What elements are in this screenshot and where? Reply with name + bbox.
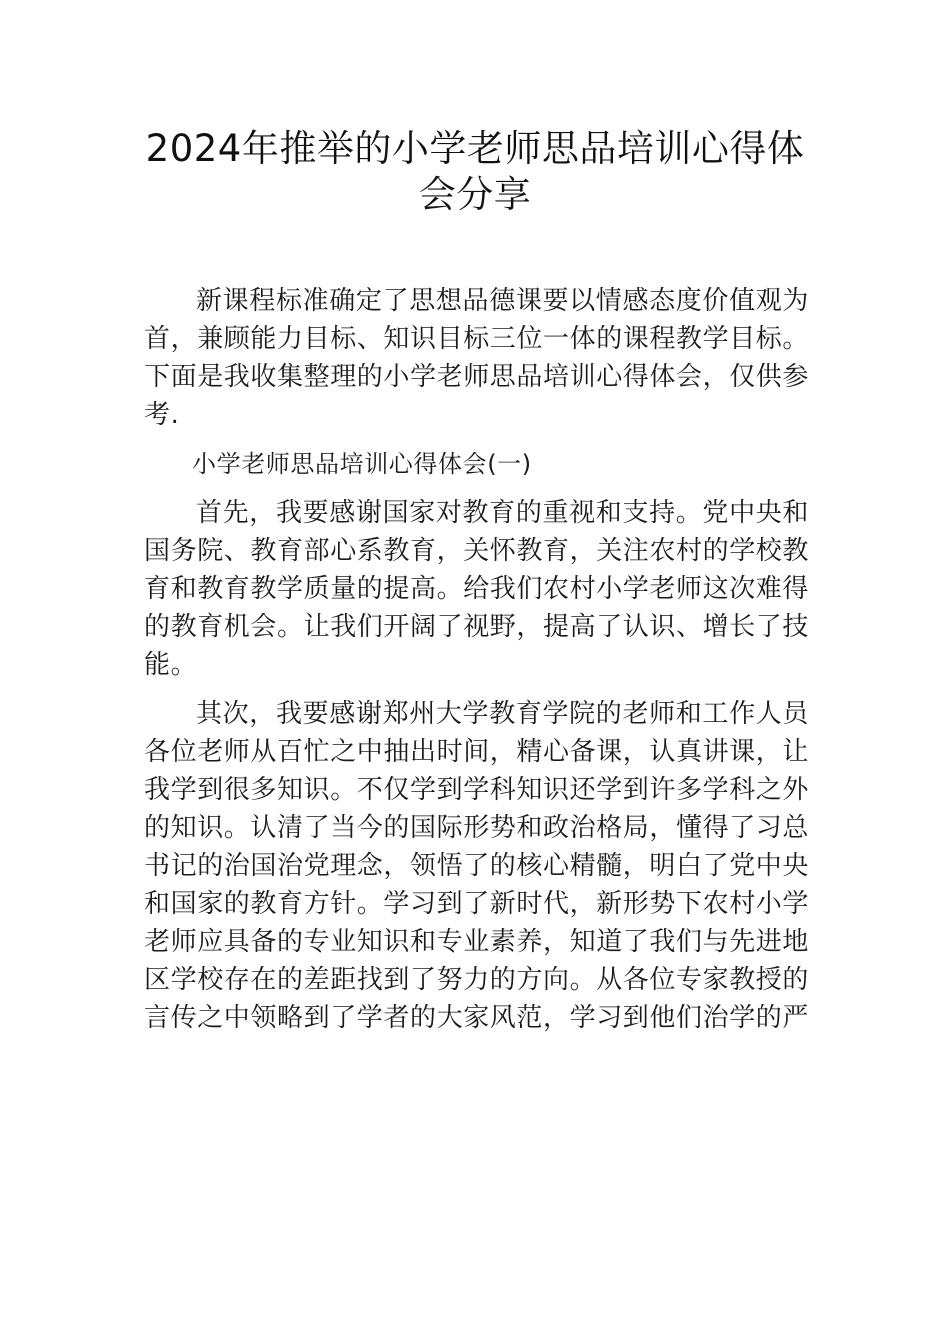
body-paragraph-1: 首先，我要感谢国家对教育的重视和支持。党中央和国务院、教育部心系教育，关怀教育，关注农村的学校教育和教育教学质量的提高。给我们农村小学老师这次难得的教育机会。让我们开阔了视野，提高了认识、增长了技能。: [144, 498, 810, 680]
document-title: 2024年推举的小学老师思品培训心得体会分享: [145, 127, 805, 216]
intro-paragraph: 新课程标准确定了思想品德课要以情感态度价值观为首，兼顾能力目标、知识目标三位一体的课程教学目标。下面是我收集整理的小学老师思品培训心得体会，仅供参考.: [144, 286, 810, 430]
section-heading: 小学老师思品培训心得体会(一): [192, 450, 532, 478]
document-body: [144, 282, 809, 1048]
body-paragraph-2: 其次，我要感谢郑州大学教育学院的老师和工作人员各位老师从百忙之中抽出时间，精心备课，认真讲课，让我学到很多知识。不仅学到学科知识还学到许多学科之外的知识。认清了当今的国际形势和政治格局，懂得了习总书记的治国治党理念，领悟了的核心精髓，明白了党中央和国家的教育方针。学习到了新时代，新形势下农村小学老师应具备的专业知识和专业素养，知道了我们与先进地区学校存在的差距找到了努力的方向。从各位专家教授的言传之中领略到了学者的大家风范，学习到他们治学的严: [144, 699, 810, 1033]
